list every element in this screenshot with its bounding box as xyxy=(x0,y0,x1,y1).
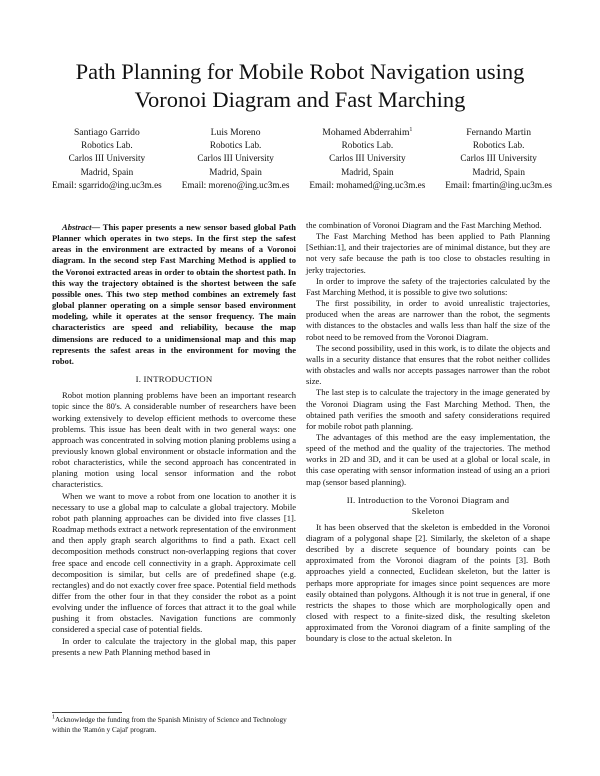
author-lab: Robotics Lab. xyxy=(81,140,133,151)
right-column xyxy=(306,220,550,644)
author-name: Santiago Garrido xyxy=(73,127,140,138)
section-heading-voronoi xyxy=(306,495,550,517)
author-name: Mohamed Abderrahim xyxy=(322,127,410,138)
author-lab: Robotics Lab. xyxy=(472,140,525,151)
author-name: Fernando Martin xyxy=(466,127,531,138)
paragraph: The second possibility, used in this work, is to dilate the objects and walls in a security distance that ensures that the robot neither collides with obstacles and walls nor accepts passages narrower than the robot size. xyxy=(306,342,550,387)
paragraph: The advantages of this method are the easy implementation, the speed of the method and the quality of the trajectories. The method works in 2D and 3D, and it can be used at a global or local scale, in this case operating with sensor information instead of using an a priori map (sensor based planning). xyxy=(306,431,550,487)
title-line-1: Path Planning for Mobile Robot Navigation using xyxy=(75,59,525,84)
footnote-mark: 1 xyxy=(52,714,55,721)
title-line-2: Voronoi Diagram and Fast Marching xyxy=(134,87,466,112)
author-block xyxy=(52,126,162,192)
author-email: Email: fmartin@ing.uc3m.es xyxy=(445,179,552,190)
author-lab: Robotics Lab. xyxy=(209,140,262,151)
author-email: Email: sgarrido@ing.uc3m.es xyxy=(52,179,162,190)
paragraph: In order to improve the safety of the trajectories calculated by the Fast Marching Method, it is possible to give two solutions: xyxy=(306,275,550,297)
footnote-divider xyxy=(52,712,122,713)
author-city: Madrid, Spain xyxy=(80,166,134,177)
paper-title xyxy=(0,58,600,114)
paragraph: The first possibility, in order to avoid unrealistic trajectories, produced when the areas are narrower than the robot, the segments with distances to the obstacles and walls less than half the size of the robot need to be removed from the Voronoi Diagram. xyxy=(306,298,550,342)
paragraph: The last step is to calculate the trajectory in the image generated by the Voronoi Diagram using the Fast Marching Method. Then, the obtained path verifies the smooth and safety considerations required for mobile robot path planning. xyxy=(306,387,550,431)
author-block xyxy=(445,126,552,192)
paragraph: In order to calculate the trajectory in the global map, this paper presents a new Path Planning method based in xyxy=(52,635,296,657)
paragraph: Robot motion planning problems have been an important research topic since the 80's. A considerable number of researchers have been working extensively to develop efficient methods to overcome these problems. This issue has been dealt with in two general ways: one approach was concentrated in solving motion planing problems using a previously known global environment or obstacle information and the robot characteristics, while the second approach has concentrated in planing motion using local sensor information and the robot characteristics. xyxy=(52,390,296,490)
author-name: Luis Moreno xyxy=(210,127,261,138)
author-university: Carlos III University xyxy=(460,153,537,164)
author-university: Carlos III University xyxy=(329,153,406,164)
author-lab: Robotics Lab. xyxy=(341,140,394,151)
paragraph: It has been observed that the skeleton is embedded in the Voronoi diagram of a polygonal shape [2]. Similarly, the skeleton of a shape described by a discrete sequence of boundary points can be approximated from the Voronoi diagram of the points [3]. Both approaches yield a connected, Euclidean skeleton, but the latter is perhaps more appropriate for images since point sequences are more easily obtained than polygons. Although it is not true in general, if one restricts the shapes to those which are morphologically open and closed with respect to a finite-sized disk, the resulting skeleton approximated from the Voronoi diagram of a finite sampling of the boundary is close to the actual skeleton. In xyxy=(306,521,550,644)
author-block xyxy=(182,126,290,192)
paragraph: The Fast Marching Method has been applied to Path Planning [Sethian:1], and their trajectories are of minimal distance, but they are not very safe because the path is too close to obstacles resulting in jerky trajectories. xyxy=(306,231,550,275)
abstract-text: — This paper presents a new sensor based global Path Planner which operates in two steps. In the first step the safest areas in the environment are extracted by means of a Voronoi diagram. In the second step Fast Marching Method is applied to the Voronoi extracted areas in order to obtain the shortest path. In this way the trajectory obtained is the shortest between the safe possible ones. This two step method combines an extremely fast global planner operating on a simple sensor based environment modeling, while it operates at the sensor frequency. The main characteristics are speed and reliability, because the map dimensions are reduced to a unidimensional map and this map represents the safest areas in the environment for moving the robot. xyxy=(52,222,296,366)
author-city: Madrid, Spain xyxy=(209,166,262,177)
abstract-label: Abstract xyxy=(62,222,92,232)
author-email: Email: mohamed@ing.uc3m.es xyxy=(309,179,426,190)
author-city: Madrid, Spain xyxy=(472,166,525,177)
left-column xyxy=(52,222,296,658)
author-university: Carlos III University xyxy=(68,153,146,164)
section-heading-line: II. Introduction to the Voronoi Diagram and xyxy=(346,494,510,505)
author-list xyxy=(52,126,552,192)
author-city: Madrid, Spain xyxy=(341,166,394,177)
abstract xyxy=(52,222,296,367)
footnote-text: Acknowledge the funding from the Spanish Ministry of Science and Technology within the 'Ramón y Cajal' program. xyxy=(52,716,287,734)
paragraph-continuation: the combination of Voronoi Diagram and the Fast Marching Method. xyxy=(306,220,542,230)
paragraph: When we want to move a robot from one location to another it is necessary to use a global map to calculate a global trajectory. Mobile robot path planning approaches can be divided into five classes [1]. Roadmap methods extract a network representation of the environment and then apply graph search algorithms to find a path. Exact cell decomposition methods construct non-overlapping regions that cover free space and encode cell connectivity in a graph. Approximate cell decomposition is similar, but cells are of predefined shape (e.g. rectangles) and do not exactly cover free space. Potential field methods differ from the other four in that they consider the robot as a point evolving under the influence of forces that attract it to the goal while pushing it from obstacles. Navigation functions are commonly considered a special case of potential fields. xyxy=(52,490,296,635)
author-email: Email: moreno@ing.uc3m.es xyxy=(181,179,290,190)
author-university: Carlos III University xyxy=(197,153,274,164)
author-footnote-mark: 1 xyxy=(409,126,413,133)
author-block xyxy=(309,126,425,192)
footnote xyxy=(52,716,296,735)
section-heading-line: Skeleton xyxy=(411,505,445,516)
section-heading-introduction: I. INTRODUCTION xyxy=(135,374,213,385)
